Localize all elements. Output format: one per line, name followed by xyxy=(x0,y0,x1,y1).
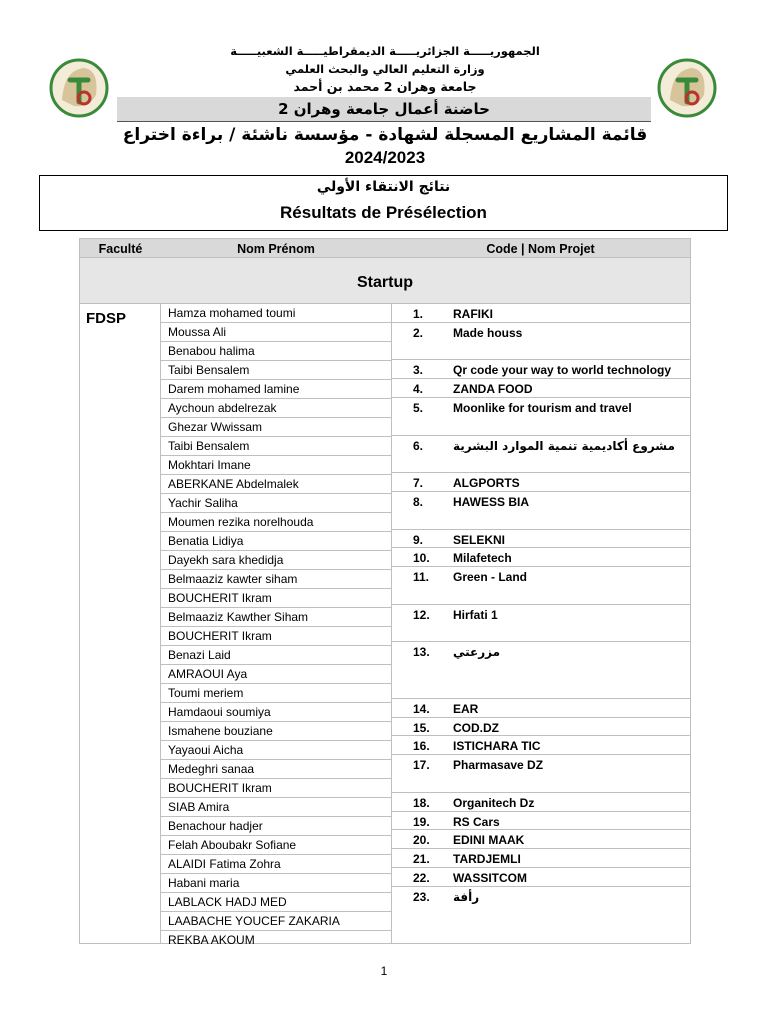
category-row: Startup xyxy=(79,258,691,304)
project-name: مزرعتي xyxy=(453,645,501,660)
project-entry xyxy=(391,605,690,643)
project-name: مشروع أكاديمية تنمية الموارد البشرية xyxy=(453,438,675,453)
project-number: 9. xyxy=(413,532,424,547)
list-title: قائمة المشاريع المسجلة لشهادة - مؤسسة ناشئة / براءة اختراع xyxy=(122,125,648,145)
project-entry xyxy=(391,492,690,530)
ministry-title: وزارة التعليم العالي والبحث العلمي xyxy=(285,62,485,76)
results-table xyxy=(79,238,691,947)
project-entry xyxy=(391,642,690,698)
project-name: Milafetech xyxy=(453,551,512,566)
project-number: 2. xyxy=(413,325,424,340)
project-entry xyxy=(391,793,690,812)
table-row: AMRAOUI Aya xyxy=(161,665,391,684)
project-number: 22. xyxy=(413,871,430,885)
project-entry xyxy=(391,736,690,755)
project-name: HAWESS BIA xyxy=(453,495,530,509)
table-row: Toumi meriem xyxy=(161,684,391,703)
project-name: Made houss xyxy=(453,325,523,340)
project-number: 13. xyxy=(413,645,430,660)
project-name: Hirfati 1 xyxy=(453,607,498,622)
table-row: Benachour hadjer xyxy=(161,817,391,836)
project-entry xyxy=(391,398,690,436)
project-entry xyxy=(391,379,690,398)
table-row: Moumen rezika norelhouda xyxy=(161,513,391,532)
project-number: 4. xyxy=(413,382,424,397)
table-row: Medeghri sanaa xyxy=(161,760,391,779)
table-row: Yachir Saliha xyxy=(161,494,391,513)
project-number: 15. xyxy=(413,720,430,735)
table-row: Benazi Laid xyxy=(161,646,391,665)
project-name: RAFIKI xyxy=(453,307,493,321)
table-row: BOUCHERIT Ikram xyxy=(161,627,391,646)
table-row: LAABACHE YOUCEF ZAKARIA xyxy=(161,912,391,931)
project-number: 18. xyxy=(413,795,430,810)
project-name: Qr code your way to world technology xyxy=(453,363,672,378)
names-column xyxy=(161,304,392,947)
projects-column xyxy=(391,304,690,943)
table-row: Mokhtari Imane xyxy=(161,456,391,475)
project-entry xyxy=(391,473,690,492)
project-entry xyxy=(391,755,690,793)
project-entry xyxy=(391,360,690,379)
table-row: Darem mohamed lamine xyxy=(161,380,391,399)
project-entry xyxy=(391,436,690,474)
project-name: COD.DZ xyxy=(453,720,499,735)
table-row: Ismahene bouziane xyxy=(161,722,391,741)
project-entry xyxy=(391,812,690,831)
project-number: 21. xyxy=(413,852,430,867)
table-body xyxy=(79,304,691,947)
results-title-arabic: نتائج الانتقاء الأولي xyxy=(316,179,451,195)
university-logo-right xyxy=(652,40,722,120)
table-row: Felah Aboubakr Sofiane xyxy=(161,836,391,855)
project-entry xyxy=(391,868,690,887)
table-header xyxy=(79,238,691,258)
project-number: 17. xyxy=(413,758,430,773)
project-number: 20. xyxy=(413,833,430,848)
project-number: 12. xyxy=(413,607,430,622)
project-number: 14. xyxy=(413,701,430,716)
table-row: LABLACK HADJ MED xyxy=(161,893,391,912)
table-row: SIAB Amira xyxy=(161,798,391,817)
project-name: SELEKNI xyxy=(453,532,506,547)
table-row: Hamdaoui soumiya xyxy=(161,703,391,722)
project-number: 19. xyxy=(413,814,430,829)
project-number: 5. xyxy=(413,401,424,415)
table-row: Hamza mohamed toumi xyxy=(161,304,391,323)
project-entry xyxy=(391,849,690,868)
project-name: RS Cars xyxy=(453,814,500,829)
project-entry xyxy=(391,887,690,943)
table-row: Moussa Ali xyxy=(161,323,391,342)
project-number: 7. xyxy=(413,476,424,491)
project-name: Moonlike for tourism and travel xyxy=(453,401,632,415)
faculty-cell: FDSP xyxy=(80,304,161,943)
project-name: EDINI MAAK xyxy=(453,833,525,848)
project-name: WASSITCOM xyxy=(453,871,527,885)
project-number: 10. xyxy=(413,551,430,566)
academic-year: 2024/2023 xyxy=(344,148,426,167)
project-number: 8. xyxy=(413,495,424,509)
header-faculty: Faculté xyxy=(98,242,143,256)
project-number: 11. xyxy=(413,570,430,585)
header-name: Nom Prénom xyxy=(237,242,315,256)
project-entry xyxy=(391,718,690,737)
table-row: Aychoun abdelrezak xyxy=(161,399,391,418)
project-number: 3. xyxy=(413,363,424,378)
table-row: BOUCHERIT Ikram xyxy=(161,779,391,798)
table-row: Benabou halima xyxy=(161,342,391,361)
project-number: 23. xyxy=(413,889,430,904)
project-entry xyxy=(391,567,690,605)
table-row: Yayaoui Aicha xyxy=(161,741,391,760)
table-row: REKBA AKOUM xyxy=(168,933,255,947)
university-title: جامعة وهران 2 محمد بن أحمد xyxy=(293,79,477,94)
table-row: Taibi Bensalem xyxy=(161,437,391,456)
project-entry xyxy=(391,304,690,323)
project-entry xyxy=(391,830,690,849)
results-title-french: Résultats de Présélection xyxy=(280,203,487,222)
table-row: Habani maria xyxy=(161,874,391,893)
results-box xyxy=(39,175,728,231)
project-entry xyxy=(391,548,690,567)
incubator-banner: حاضنة أعمال جامعة وهران 2 xyxy=(117,97,651,122)
table-row: ALAIDI Fatima Zohra xyxy=(161,855,391,874)
university-logo-left xyxy=(44,40,114,120)
project-name: Green - Land xyxy=(453,570,528,585)
table-row: Belmaaziz kawter siham xyxy=(161,570,391,589)
republic-title: الجمهوريـــــة الجزائريـــــة الديمقراطيـــــة الشعبيـــــة xyxy=(230,44,540,58)
project-entry xyxy=(391,530,690,549)
project-number: 6. xyxy=(413,438,424,453)
project-name: Pharmasave DZ xyxy=(453,758,544,773)
table-row: Belmaaziz Kawther Siham xyxy=(161,608,391,627)
page-number: 1 xyxy=(380,964,388,978)
project-name: TARDJEMLI xyxy=(453,852,521,867)
project-name: ZANDA FOOD xyxy=(453,382,533,397)
project-name: Organitech Dz xyxy=(453,795,535,810)
project-name: ISTICHARA TIC xyxy=(453,739,541,754)
project-number: 1. xyxy=(413,307,424,321)
table-row: ABERKANE Abdelmalek xyxy=(161,475,391,494)
table-row: BOUCHERIT Ikram xyxy=(161,589,391,608)
project-name: EAR xyxy=(453,701,479,716)
project-entry xyxy=(391,323,690,361)
table-row: Benatia Lidiya xyxy=(161,532,391,551)
table-row: Ghezar Wwissam xyxy=(161,418,391,437)
project-number: 16. xyxy=(413,739,430,754)
table-row: Taibi Bensalem xyxy=(161,361,391,380)
project-entry xyxy=(391,699,690,718)
header-code-project: Code | Nom Projet xyxy=(486,242,595,256)
project-name: ALGPORTS xyxy=(453,476,520,491)
project-name: رأفة xyxy=(453,889,480,904)
table-row: Dayekh sara khedidja xyxy=(161,551,391,570)
